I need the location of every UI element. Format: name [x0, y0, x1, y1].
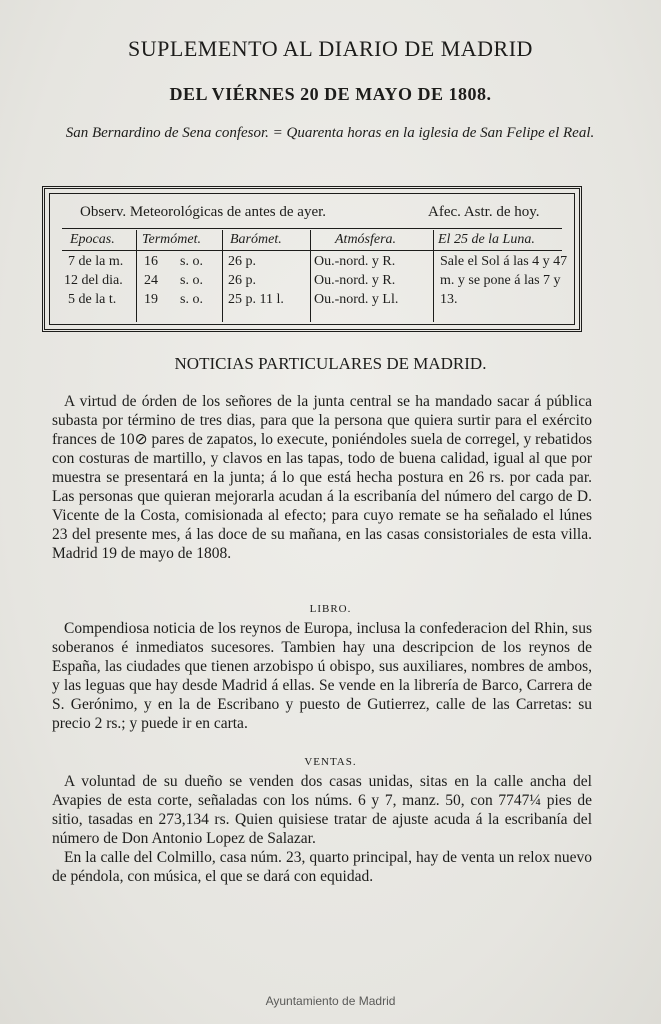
row3-termo-dir: s. o. — [180, 292, 203, 307]
col-termometro: Termómet. — [142, 232, 201, 247]
table-rule — [62, 250, 562, 251]
col-divider — [222, 230, 223, 322]
weather-table — [42, 186, 582, 332]
row1-barometro: 26 p. — [228, 254, 256, 269]
sun-times: Sale el Sol á las 4 y 47 m. y se pone á las 7 y 13. — [440, 254, 568, 307]
section-title: NOTICIAS PARTICULARES DE MADRID. — [174, 354, 487, 373]
row3-barometro: 25 p. 11 l. — [228, 292, 284, 307]
row2-termometro: 24 — [144, 273, 158, 288]
row2-epoca: 12 del dia. — [64, 273, 123, 288]
col-divider — [310, 230, 311, 322]
archive-watermark: Ayuntamiento de Madrid — [265, 994, 396, 1008]
weather-heading: Observ. Meteorológicas de antes de ayer. — [80, 204, 327, 220]
row2-atmosfera: Ou.-nord. y R. — [314, 273, 396, 288]
article-subasta — [52, 392, 592, 563]
col-epocas: Epocas. — [70, 232, 115, 247]
col-divider — [136, 230, 137, 322]
ventas-heading: VENTAS. — [304, 756, 357, 768]
paragraph: A virtud de órden de los señores de la junta central se ha mandado sacar á pública subasta por término de tres dias, para que la persona que quiera surtir para el exército frances de 10⊘ pares de zapatos, lo execute, poniéndoles suela de corregel, y rebatidos con costuras de martillo, y clavos en las tapas, todo de buena calidad, igual al que por muestra se presentará en la junta; á lo que está hecha postura en 26 rs. por cada par. Las personas que quieran mejorarla acudan á la escribanía del número del cargo de D. Vicente de la Costa, comisionada al efecto; para cuyo remate se ha señalado el lúnes 23 del presente mes, á las doce de su mañana, en las casas consistoriales de esta villa. Madrid 19 de mayo de 1808. — [52, 393, 592, 562]
weather-table-frame — [49, 193, 575, 325]
col-atmosfera: Atmósfera. — [335, 232, 397, 247]
row3-epoca: 5 de la t. — [68, 292, 117, 307]
paragraph: En la calle del Colmillo, casa núm. 23, quarto principal, hay de venta un relox nuevo de péndola, con música, el que se dará con equidad. — [52, 849, 592, 885]
row1-termo-dir: s. o. — [180, 254, 203, 269]
col-barometro: Barómet. — [230, 232, 282, 247]
row1-termometro: 16 — [144, 254, 158, 269]
col-divider — [433, 230, 434, 322]
row2-termo-dir: s. o. — [180, 273, 203, 288]
issue-date: DEL VIÉRNES 20 DE MAYO DE 1808. — [169, 84, 492, 104]
table-rule — [62, 228, 562, 229]
article-libro — [52, 619, 592, 733]
row3-termometro: 19 — [144, 292, 158, 307]
paragraph: Compendiosa noticia de los reynos de Europa, inclusa la confederacion del Rhin, sus soberanos é inmediatos sucesores. Tambien hay una descripcion de los reynos de España, las ciudades que tienen arzobispo ú obispo, sus auxiliares, nombres de ambos, y las leguas que hay desde Madrid á ellas. Se vende en la librería de Barco, Carrera de S. Gerónimo, y en la de Escribano y puesto de Gutierrez, calle de las Carretas: su precio 2 rs.; y puede ir en carta. — [52, 620, 592, 732]
row1-atmosfera: Ou.-nord. y R. — [314, 254, 396, 269]
row2-barometro: 26 p. — [228, 273, 256, 288]
col-luna: El 25 de la Luna. — [438, 232, 535, 247]
page-title: SUPLEMENTO AL DIARIO DE MADRID — [128, 36, 533, 61]
row3-atmosfera: Ou.-nord. y Ll. — [314, 292, 399, 307]
article-ventas — [52, 772, 592, 886]
row1-epoca: 7 de la m. — [68, 254, 124, 269]
paragraph: A voluntad de su dueño se venden dos casas unidas, sitas en la calle ancha del Avapies de esta corte, señaladas con los núms. 6 y 7, manz. 50, con 7747¼ pies de sitio, tasadas en 273,134 rs. Quien quisiese tratar de ajuste acuda á la escribanía del número de Don Antonio Lopez de Salazar. — [52, 773, 592, 847]
saint-of-day: San Bernardino de Sena confesor. = Quarenta horas en la iglesia de San Felipe el Real. — [65, 125, 595, 141]
libro-heading: LIBRO. — [309, 603, 352, 615]
astro-heading: Afec. Astr. de hoy. — [428, 204, 540, 220]
